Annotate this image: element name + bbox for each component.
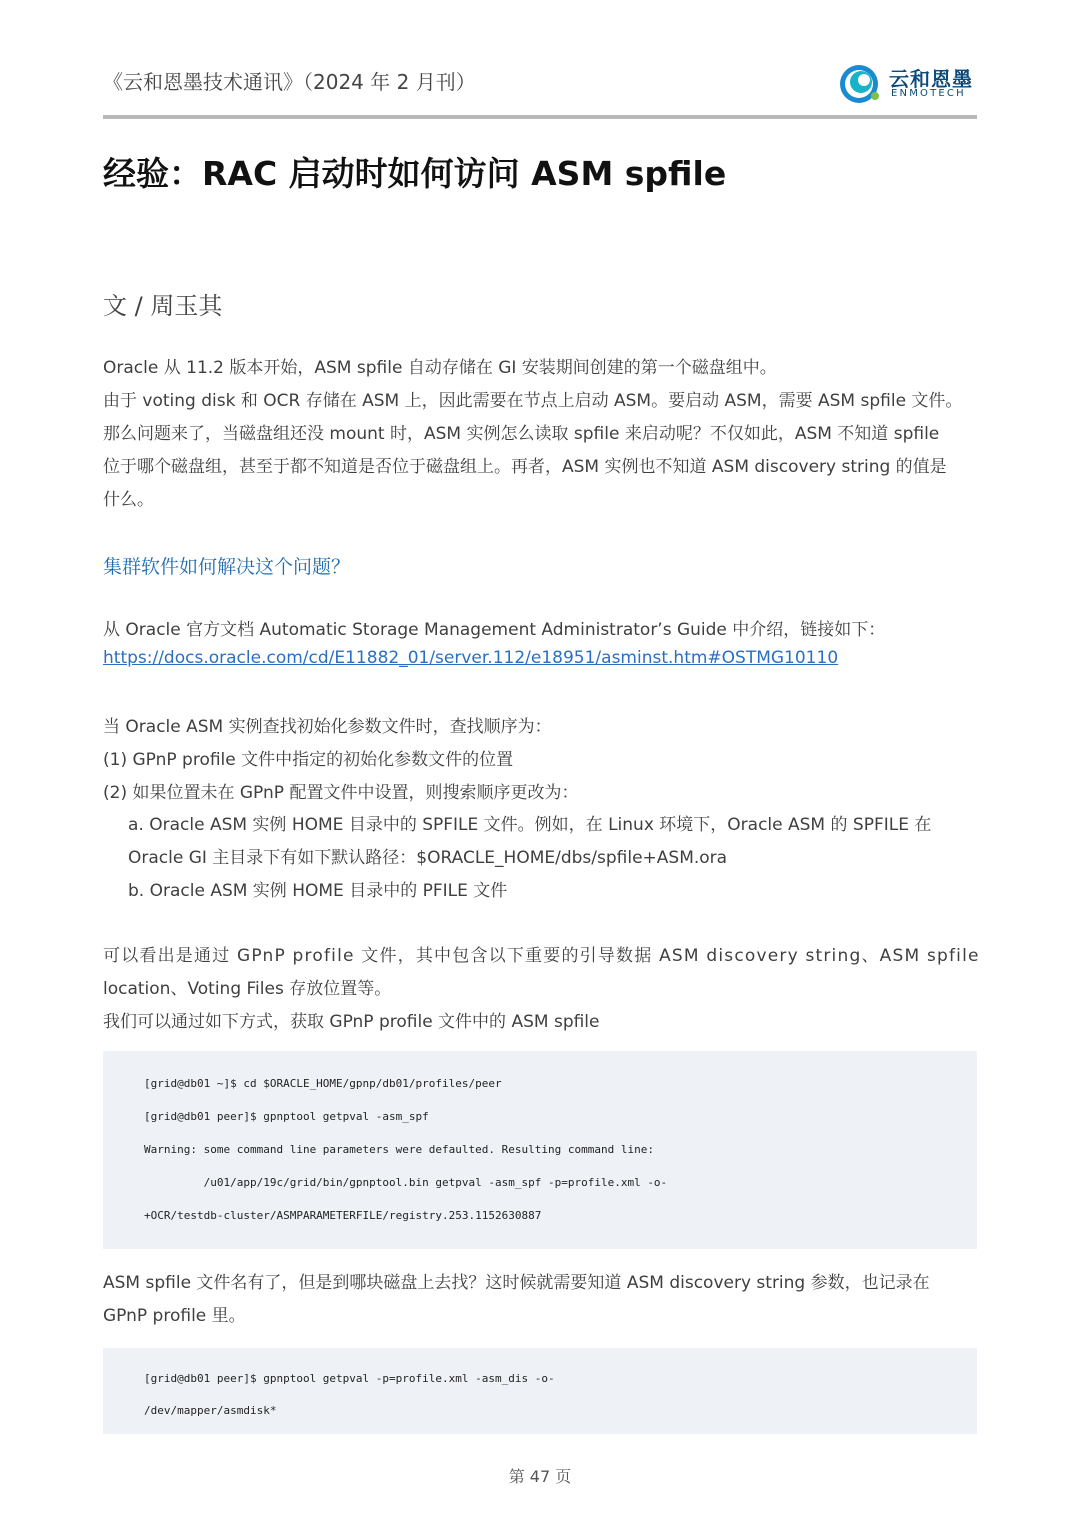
code-line: [grid@db01 ~]$ cd $ORACLE_HOME/gpnp/db01/profiles/peer	[144, 1077, 502, 1090]
search-order-item-1: (1) GPnP profile 文件中指定的初始化参数文件的位置	[103, 750, 514, 770]
paragraph-line: GPnP profile 里。	[103, 1306, 246, 1326]
search-order-item-2a-line: Oracle GI 主目录下有如下默认路径：$ORACLE_HOME/dbs/spfile+ASM.ora	[128, 848, 728, 868]
newsletter-title: 《云和恩墨技术通讯》（2024 年 2 月刊）	[103, 70, 476, 94]
article-title: 经验：RAC 启动时如何访问 ASM spfile	[103, 154, 727, 193]
page-header	[103, 62, 977, 102]
intro-line: 由于 voting disk 和 OCR 存储在 ASM 上，因此需要在节点上启动 ASM。要启动 ASM，需要 ASM spfile 文件。	[103, 391, 963, 411]
logo-icon	[837, 60, 885, 108]
code-line: [grid@db01 peer]$ gpnptool getpval -asm_spf	[144, 1110, 429, 1123]
section-heading: 集群软件如何解决这个问题？	[103, 556, 351, 578]
search-order-item-2b: b. Oracle ASM 实例 HOME 目录中的 PFILE 文件	[128, 881, 508, 901]
code-line: [grid@db01 peer]$ gpnptool getpval -p=profile.xml -asm_dis -o-	[144, 1372, 555, 1385]
search-order-list	[103, 711, 979, 810]
conclusion-paragraph	[103, 940, 979, 1039]
article-byline: 文 / 周玉其	[103, 292, 223, 320]
search-order-intro: 当 Oracle ASM 实例查找初始化参数文件时，查找顺序为：	[103, 717, 552, 737]
paragraph-line: ASM spfile 文件名有了，但是到哪块磁盘上去找？这时候就需要知道 ASM discovery string 参数，也记录在	[103, 1273, 930, 1293]
oracle-doc-link[interactable]: https://docs.oracle.com/cd/E11882_01/server.112/e18951/asminst.htm#OSTMG10110	[103, 648, 839, 668]
intro-line: Oracle 从 11.2 版本开始，ASM spfile 自动存储在 GI 安装期间创建的第一个磁盘组中。	[103, 358, 777, 378]
enmotech-logo	[837, 60, 977, 108]
code-line: /dev/mapper/asmdisk*	[144, 1404, 277, 1417]
code-line: +OCR/testdb-cluster/ASMPARAMETERFILE/registry.253.1152630887	[144, 1209, 542, 1222]
intro-line: 那么问题来了，当磁盘组还没 mount 时，ASM 实例怎么读取 spfile 来启动呢？不仅如此，ASM 不知道 spfile	[103, 424, 940, 444]
code-line: /u01/app/19c/grid/bin/gpnptool.bin getpval -asm_spf -p=profile.xml -o-	[144, 1176, 668, 1189]
logo-english-text: ENMOTECH	[891, 88, 966, 99]
search-order-item-2a-line: a. Oracle ASM 实例 HOME 目录中的 SPFILE 文件。例如，在 Linux 环境下，Oracle ASM 的 SPFILE 在	[128, 815, 932, 835]
search-order-subitems	[128, 809, 1004, 908]
code-line: Warning: some command line parameters were defaulted. Resulting command line:	[144, 1143, 654, 1156]
intro-paragraph	[103, 352, 979, 517]
intro-line: 位于哪个磁盘组，甚至于都不知道是否位于磁盘组上。再者，ASM 实例也不知道 ASM discovery string 的值是	[103, 457, 947, 477]
logo-chinese-text: 云和恩墨	[889, 67, 973, 91]
conclusion-line: 可以看出是通过 GPnP profile 文件，其中包含以下重要的引导数据 ASM discovery string、ASM spfile	[103, 946, 980, 966]
discovery-string-paragraph	[103, 1267, 979, 1333]
page-number: 第 47 页	[508, 1467, 572, 1486]
code-block-asm-discovery	[103, 1348, 977, 1434]
code-block-gpnp-spfile	[103, 1051, 977, 1249]
intro-line: 什么。	[103, 490, 154, 510]
conclusion-line: location、Voting Files 存放位置等。	[103, 979, 392, 999]
doc-reference-text: 从 Oracle 官方文档 Automatic Storage Management Administrator’s Guide 中介绍，链接如下：	[103, 620, 886, 640]
header-divider	[103, 115, 977, 119]
method-line: 我们可以通过如下方式，获取 GPnP profile 文件中的 ASM spfile	[103, 1012, 600, 1032]
search-order-item-2: (2) 如果位置未在 GPnP 配置文件中设置，则搜索顺序更改为：	[103, 783, 579, 803]
